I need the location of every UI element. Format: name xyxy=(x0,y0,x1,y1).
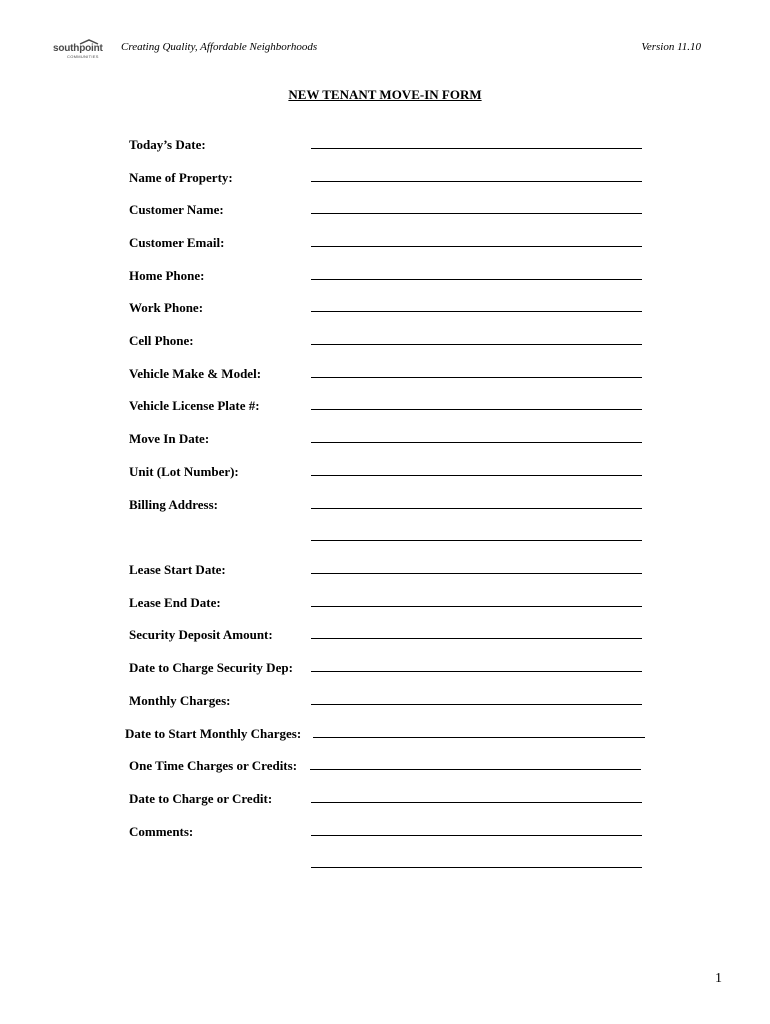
version-label: Version 11.10 xyxy=(641,41,701,53)
field-entry-line[interactable] xyxy=(311,409,642,410)
field-label: Work Phone: xyxy=(129,300,204,315)
field-entry-line[interactable] xyxy=(313,737,645,738)
field-label: Vehicle Make & Model: xyxy=(129,366,262,381)
field-label: Comments: xyxy=(129,824,194,839)
field-label: Customer Email: xyxy=(129,235,225,250)
field-entry-line[interactable] xyxy=(311,213,642,214)
field-label: Monthly Charges: xyxy=(129,693,231,708)
field-label: Billing Address: xyxy=(129,497,218,512)
field-label: Today’s Date: xyxy=(129,137,206,152)
field-label: Cell Phone: xyxy=(129,333,194,348)
field-label: Move In Date: xyxy=(129,431,210,446)
field-entry-line[interactable] xyxy=(311,802,642,803)
field-entry-line[interactable] xyxy=(311,867,642,868)
field-label: Vehicle License Plate #: xyxy=(129,398,260,413)
field-label: Date to Charge Security Dep: xyxy=(129,660,293,675)
field-entry-line[interactable] xyxy=(311,573,642,574)
field-label: Security Deposit Amount: xyxy=(129,627,273,642)
field-entry-line[interactable] xyxy=(311,377,642,378)
field-entry-line[interactable] xyxy=(311,311,642,312)
field-label: Customer Name: xyxy=(129,202,224,217)
field-entry-line[interactable] xyxy=(311,148,642,149)
field-entry-line[interactable] xyxy=(311,344,642,345)
field-label: Name of Property: xyxy=(129,170,233,185)
field-entry-line[interactable] xyxy=(310,769,641,770)
field-label: Date to Start Monthly Charges: xyxy=(125,726,302,741)
logo-subtext: COMMUNITIES xyxy=(67,54,99,59)
field-entry-line[interactable] xyxy=(311,279,642,280)
field-label: One Time Charges or Credits: xyxy=(129,758,298,773)
field-entry-line[interactable] xyxy=(311,704,642,705)
field-entry-line[interactable] xyxy=(311,246,642,247)
field-entry-line[interactable] xyxy=(311,835,642,836)
field-entry-line[interactable] xyxy=(311,540,642,541)
field-label: Lease End Date: xyxy=(129,595,221,610)
field-label: Unit (Lot Number): xyxy=(129,464,239,479)
field-label: Home Phone: xyxy=(129,268,205,283)
field-entry-line[interactable] xyxy=(311,606,642,607)
southpoint-logo xyxy=(53,39,111,61)
field-entry-line[interactable] xyxy=(311,442,642,443)
header-tagline: Creating Quality, Affordable Neighborhoods xyxy=(121,41,318,53)
logo-text: southpoint xyxy=(53,43,103,54)
field-entry-line[interactable] xyxy=(311,508,642,509)
field-entry-line[interactable] xyxy=(311,475,642,476)
page-number: 1 xyxy=(715,971,722,986)
field-entry-line[interactable] xyxy=(311,671,642,672)
field-entry-line[interactable] xyxy=(311,638,642,639)
field-label: Date to Charge or Credit: xyxy=(129,791,273,806)
field-label: Lease Start Date: xyxy=(129,562,226,577)
form-title: NEW TENANT MOVE-IN FORM xyxy=(288,87,482,102)
field-entry-line[interactable] xyxy=(311,181,642,182)
